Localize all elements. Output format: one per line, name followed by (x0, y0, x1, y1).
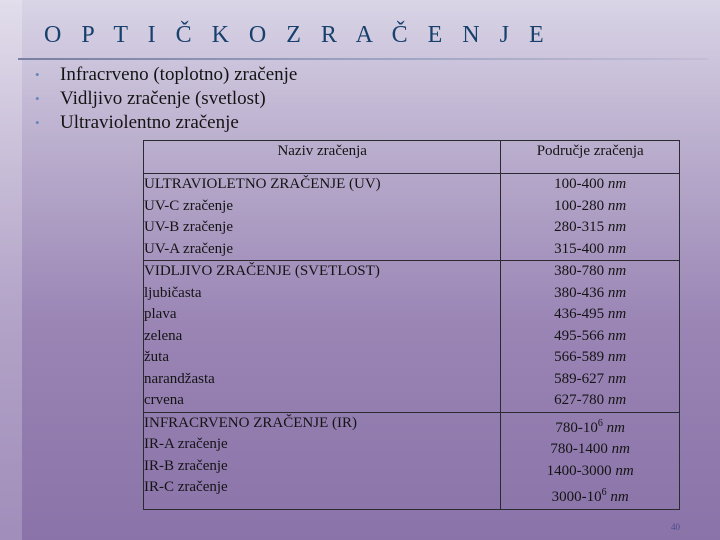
range-unit: nm (607, 197, 627, 214)
subtype-label: crvena (144, 392, 184, 408)
table-row (144, 412, 680, 509)
range-number: 100-280 (554, 197, 605, 214)
group-title: VIDLJIVO ZRAČENJE (SVETLOST) (144, 263, 380, 279)
range-number: 100-400 (554, 176, 605, 192)
subtype-label: ljubičasta (144, 284, 202, 301)
range-number: 495-566 (554, 327, 605, 344)
bullet-text: Infracrveno (toplotno) zračenje (60, 64, 298, 85)
range-unit: nm (607, 349, 627, 365)
range-number: 589-627 (554, 370, 605, 387)
bullet-dot-icon: • (35, 67, 40, 82)
range-value (501, 261, 679, 283)
left-decorative-band (0, 0, 22, 540)
range-value (501, 283, 679, 305)
title-divider (18, 58, 708, 60)
range-value (501, 482, 679, 509)
bullet-dot-icon: • (35, 91, 40, 106)
range-unit: nm (610, 489, 629, 505)
page-number: 40 (671, 522, 680, 532)
group-title: ULTRAVIOLETNO ZRAČENJE (UV) (144, 176, 381, 192)
bullet-item (32, 87, 297, 111)
subtype-label: UV-A zračenje (144, 240, 233, 257)
range-value (501, 196, 679, 218)
table-row (144, 174, 680, 261)
bullet-text: Ultraviolentno zračenje (60, 112, 239, 133)
bullet-text: Vidljivo zračenje (svetlost) (60, 88, 266, 109)
range-number: 627-780 (554, 392, 605, 408)
range-value (501, 239, 679, 261)
subtype-label: narandžasta (144, 370, 215, 387)
radiation-table (143, 140, 680, 510)
range-unit: nm (606, 419, 625, 436)
range-number: 780-10 (555, 419, 598, 436)
range-value (501, 369, 679, 391)
name-cell (144, 412, 501, 509)
range-exponent: 6 (601, 487, 607, 498)
range-value (501, 439, 679, 461)
range-unit: nm (607, 176, 627, 192)
table-row (144, 261, 680, 413)
range-value (501, 304, 679, 326)
subtype-label: UV-C zračenje (144, 197, 233, 214)
group-title: INFRACRVENO ZRAČENJE (IR) (144, 414, 357, 431)
range-number: 566-589 (554, 349, 605, 365)
range-unit: nm (607, 370, 627, 387)
range-value (501, 174, 679, 196)
range-number: 280-315 (554, 219, 605, 235)
range-value (501, 390, 679, 412)
range-number: 1400-3000 (546, 462, 612, 479)
range-exponent: 6 (597, 417, 603, 429)
range-unit: nm (607, 263, 627, 279)
range-number: 780-1400 (550, 441, 608, 457)
slide-title: O P T I Č K O Z R A Č E N J E (44, 22, 551, 48)
range-cell (501, 174, 680, 261)
subtype-label: zelena (144, 327, 183, 344)
bullet-dot-icon: • (35, 115, 40, 130)
subtype-label: plava (144, 306, 177, 322)
range-number: 436-495 (554, 306, 605, 322)
range-number: 380-436 (554, 284, 605, 301)
range-number: 380-780 (554, 263, 605, 279)
bullet-list (32, 63, 297, 135)
range-unit: nm (615, 462, 634, 479)
range-value (501, 413, 679, 440)
range-value (501, 461, 679, 483)
range-unit: nm (607, 284, 627, 301)
name-cell (144, 261, 501, 413)
range-cell (501, 412, 680, 509)
range-unit: nm (607, 327, 627, 344)
range-number: 3000-10 (551, 489, 602, 505)
bullet-item (32, 63, 297, 87)
header-name: Naziv zračenja (144, 141, 501, 174)
table-header-row (144, 141, 680, 174)
subtype-label: žuta (144, 349, 169, 365)
range-cell (501, 261, 680, 413)
range-unit: nm (611, 441, 630, 457)
range-unit: nm (607, 306, 627, 322)
subtype-label: UV-B zračenje (144, 219, 233, 235)
subtype-label: IR-B zračenje (144, 457, 228, 474)
range-unit: nm (607, 240, 627, 257)
range-value (501, 347, 679, 369)
subtype-label: IR-A zračenje (144, 436, 228, 452)
subtype-label: IR-C zračenje (144, 479, 228, 495)
name-cell (144, 174, 501, 261)
range-value (501, 326, 679, 348)
range-unit: nm (607, 219, 627, 235)
range-value (501, 217, 679, 239)
header-range: Područje zračenja (501, 141, 680, 174)
bullet-item (32, 111, 297, 135)
range-number: 315-400 (554, 240, 605, 257)
range-unit: nm (607, 392, 627, 408)
